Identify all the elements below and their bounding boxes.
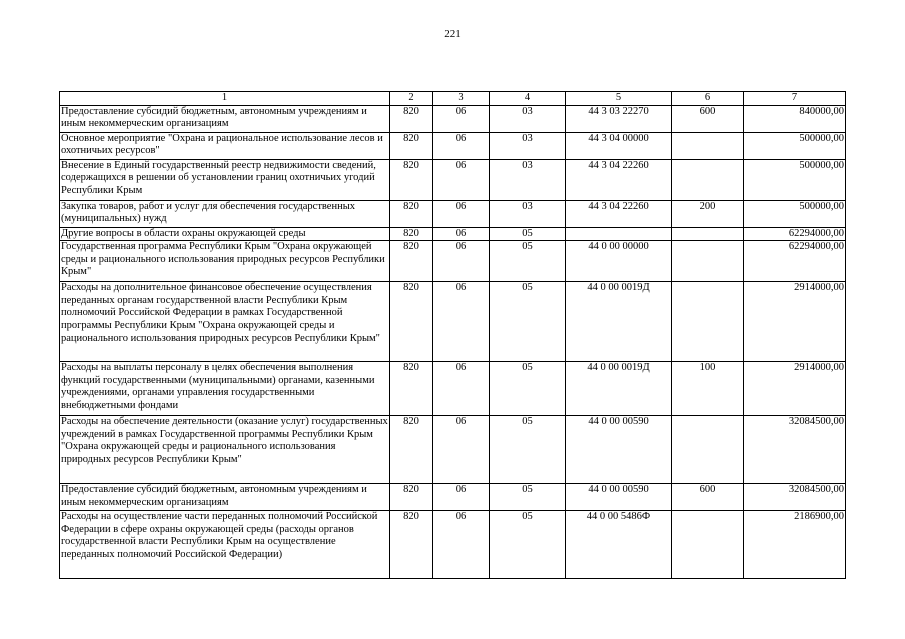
section-code: 06	[433, 416, 490, 484]
grbs-code: 820	[390, 105, 433, 132]
amount: 2914000,00	[744, 362, 846, 416]
target-article-code: 44 3 04 22260	[566, 159, 672, 200]
subsection-code: 05	[490, 511, 566, 579]
amount: 500000,00	[744, 200, 846, 227]
section-code: 06	[433, 227, 490, 241]
column-header: 6	[672, 92, 744, 106]
section-code: 06	[433, 159, 490, 200]
row-name: Предоставление субсидий бюджетным, автономным учреждениям и иным некоммерческим организациям	[60, 105, 390, 132]
subsection-code: 05	[490, 282, 566, 362]
expense-type-code	[672, 416, 744, 484]
column-header: 5	[566, 92, 672, 106]
amount: 32084500,00	[744, 484, 846, 511]
expense-type-code	[672, 241, 744, 282]
row-name: Расходы на обеспечение деятельности (оказание услуг) государственных учреждений в рамках Государственной программы Республики Крым "Охрана окружающей среды и рационального использования природных ресурсов Республики Крым"	[60, 416, 390, 484]
column-header: 2	[390, 92, 433, 106]
expense-type-code	[672, 227, 744, 241]
amount: 500000,00	[744, 159, 846, 200]
grbs-code: 820	[390, 416, 433, 484]
target-article-code: 44 0 00 0019Д	[566, 282, 672, 362]
amount: 840000,00	[744, 105, 846, 132]
expense-type-code: 100	[672, 362, 744, 416]
amount: 62294000,00	[744, 241, 846, 282]
subsection-code: 05	[490, 227, 566, 241]
table-row	[60, 159, 846, 200]
expense-type-code: 600	[672, 105, 744, 132]
section-code: 06	[433, 511, 490, 579]
expense-type-code	[672, 282, 744, 362]
row-name: Основное мероприятие "Охрана и рациональное использование лесов и охотничьих ресурсов"	[60, 132, 390, 159]
table-row	[60, 241, 846, 282]
grbs-code: 820	[390, 132, 433, 159]
subsection-code: 05	[490, 416, 566, 484]
expense-type-code	[672, 511, 744, 579]
subsection-code: 03	[490, 159, 566, 200]
amount: 2914000,00	[744, 282, 846, 362]
target-article-code: 44 0 00 0019Д	[566, 362, 672, 416]
section-code: 06	[433, 105, 490, 132]
target-article-code: 44 0 00 00000	[566, 241, 672, 282]
amount: 2186900,00	[744, 511, 846, 579]
row-name: Предоставление субсидий бюджетным, автономным учреждениям и иным некоммерческим организациям	[60, 484, 390, 511]
row-name: Внесение в Единый государственный реестр недвижимости сведений, содержащихся в решении об установлении границ охотничьих угодий Республики Крым	[60, 159, 390, 200]
row-name: Расходы на осуществление части переданных полномочий Российской Федерации в сфере охраны окружающей среды (расходы органов государственной власти Республики Крым на осуществление переданных полномочий Российской Федерации)	[60, 511, 390, 579]
section-code: 06	[433, 362, 490, 416]
amount: 32084500,00	[744, 416, 846, 484]
grbs-code: 820	[390, 227, 433, 241]
table-row	[60, 362, 846, 416]
header-row	[60, 92, 846, 106]
subsection-code: 03	[490, 105, 566, 132]
target-article-code: 44 0 00 00590	[566, 484, 672, 511]
section-code: 06	[433, 200, 490, 227]
table-row	[60, 484, 846, 511]
expense-type-code: 600	[672, 484, 744, 511]
subsection-code: 05	[490, 241, 566, 282]
target-article-code: 44 3 03 22270	[566, 105, 672, 132]
expense-type-code: 200	[672, 200, 744, 227]
section-code: 06	[433, 282, 490, 362]
grbs-code: 820	[390, 511, 433, 579]
subsection-code: 03	[490, 200, 566, 227]
target-article-code: 44 0 00 00590	[566, 416, 672, 484]
column-header: 1	[60, 92, 390, 106]
grbs-code: 820	[390, 200, 433, 227]
row-name: Закупка товаров, работ и услуг для обеспечения государственных (муниципальных) нужд	[60, 200, 390, 227]
grbs-code: 820	[390, 484, 433, 511]
grbs-code: 820	[390, 241, 433, 282]
row-name: Другие вопросы в области охраны окружающей среды	[60, 227, 390, 241]
table-row	[60, 416, 846, 484]
target-article-code: 44 0 00 5486Ф	[566, 511, 672, 579]
expense-type-code	[672, 159, 744, 200]
row-name: Расходы на дополнительное финансовое обеспечение осуществления переданных органам государственной власти Республики Крым полномочий Российской Федерации в рамках Государственной программы Республики Крым "Охрана окружающей среды и рационального использования природных ресурсов Республики Крым"	[60, 282, 390, 362]
amount: 62294000,00	[744, 227, 846, 241]
section-code: 06	[433, 132, 490, 159]
page-number: 221	[444, 28, 461, 40]
row-name: Государственная программа Республики Крым "Охрана окружающей среды и рационального использования природных ресурсов Республики Крым"	[60, 241, 390, 282]
table-row	[60, 105, 846, 132]
subsection-code: 05	[490, 362, 566, 416]
expense-type-code	[672, 132, 744, 159]
table-row	[60, 282, 846, 362]
grbs-code: 820	[390, 159, 433, 200]
column-header: 3	[433, 92, 490, 106]
row-name: Расходы на выплаты персоналу в целях обеспечения выполнения функций государственными (муниципальными) органами, казенными учреждениями, органами управления государственными внебюджетными фондами	[60, 362, 390, 416]
column-header: 7	[744, 92, 846, 106]
table-row	[60, 227, 846, 241]
table-row	[60, 511, 846, 579]
section-code: 06	[433, 484, 490, 511]
budget-table	[59, 91, 846, 579]
subsection-code: 03	[490, 132, 566, 159]
target-article-code	[566, 227, 672, 241]
target-article-code: 44 3 04 22260	[566, 200, 672, 227]
table-row	[60, 200, 846, 227]
grbs-code: 820	[390, 282, 433, 362]
table-row	[60, 132, 846, 159]
grbs-code: 820	[390, 362, 433, 416]
subsection-code: 05	[490, 484, 566, 511]
amount: 500000,00	[744, 132, 846, 159]
column-header: 4	[490, 92, 566, 106]
target-article-code: 44 3 04 00000	[566, 132, 672, 159]
section-code: 06	[433, 241, 490, 282]
